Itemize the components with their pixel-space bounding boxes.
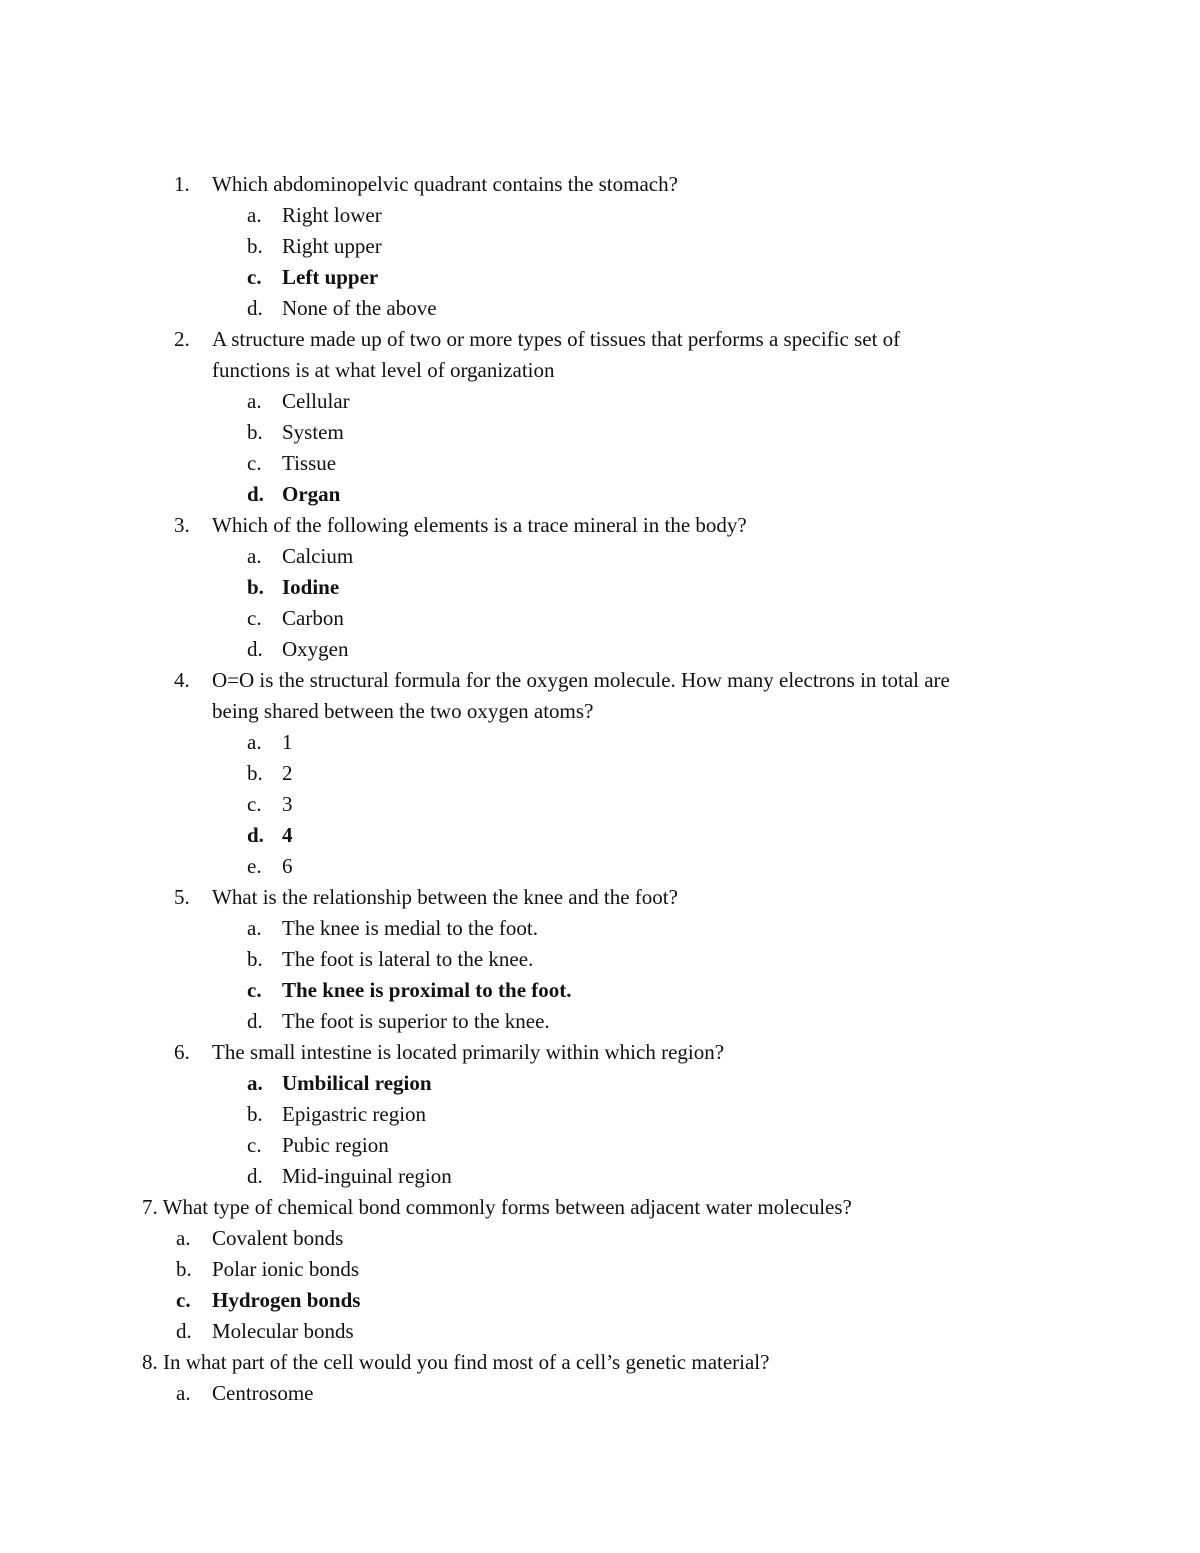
option-text: The knee is medial to the foot. bbox=[282, 916, 539, 940]
answer-option bbox=[0, 293, 1200, 324]
option-text: Molecular bonds bbox=[212, 1319, 354, 1343]
question-line bbox=[0, 324, 1200, 355]
option-letter: a. bbox=[176, 1226, 191, 1250]
question-line-continued bbox=[0, 355, 1200, 386]
question-6 bbox=[0, 1037, 1200, 1192]
answer-option bbox=[0, 386, 1200, 417]
question-flat-7 bbox=[0, 1192, 1200, 1347]
question-line-continued bbox=[0, 696, 1200, 727]
option-letter: b. bbox=[247, 420, 263, 444]
option-text: The knee is proximal to the foot. bbox=[282, 978, 572, 1002]
option-letter: a. bbox=[176, 1381, 191, 1405]
option-letter: a. bbox=[247, 730, 262, 754]
question-text: functions is at what level of organization bbox=[212, 358, 555, 382]
answer-option-correct bbox=[0, 1068, 1200, 1099]
option-text: 3 bbox=[282, 792, 293, 816]
option-letter: b. bbox=[247, 761, 263, 785]
option-letter: d. bbox=[247, 296, 263, 320]
option-text: 6 bbox=[282, 854, 293, 878]
question-4 bbox=[0, 665, 1200, 882]
question-line bbox=[0, 169, 1200, 200]
option-letter: a. bbox=[247, 544, 262, 568]
question-3 bbox=[0, 510, 1200, 665]
question-1 bbox=[0, 169, 1200, 324]
question-2 bbox=[0, 324, 1200, 510]
answer-option bbox=[0, 1006, 1200, 1037]
option-letter: b. bbox=[247, 1102, 263, 1126]
option-letter: b. bbox=[247, 575, 264, 599]
option-letter: c. bbox=[247, 265, 262, 289]
question-text: A structure made up of two or more types of tissues that performs a specific set of bbox=[212, 327, 901, 351]
answer-option bbox=[0, 851, 1200, 882]
answer-option bbox=[0, 1161, 1200, 1192]
question-line bbox=[0, 665, 1200, 696]
question-number: 1. bbox=[174, 172, 190, 196]
answer-option bbox=[0, 448, 1200, 479]
question-text: O=O is the structural formula for the oxygen molecule. How many electrons in total are bbox=[212, 668, 950, 692]
option-letter: d. bbox=[247, 637, 263, 661]
quiz-list bbox=[0, 169, 1200, 1409]
option-text: Covalent bonds bbox=[212, 1226, 344, 1250]
option-letter: b. bbox=[247, 234, 263, 258]
question-text: Which of the following elements is a trace mineral in the body? bbox=[212, 513, 747, 537]
option-letter: c. bbox=[176, 1288, 191, 1312]
answer-option-correct bbox=[0, 975, 1200, 1006]
option-text: Mid-inguinal region bbox=[282, 1164, 452, 1188]
option-letter: d. bbox=[247, 823, 264, 847]
option-text: Right lower bbox=[282, 203, 382, 227]
option-text: Carbon bbox=[282, 606, 344, 630]
answer-option bbox=[0, 758, 1200, 789]
option-text: System bbox=[282, 420, 344, 444]
option-text: Left upper bbox=[282, 265, 379, 289]
option-letter: d. bbox=[176, 1319, 192, 1343]
option-letter: d. bbox=[247, 482, 264, 506]
question-line bbox=[0, 1037, 1200, 1068]
question-text: 8. In what part of the cell would you find most of a cell’s genetic material? bbox=[142, 1350, 770, 1374]
option-text: Tissue bbox=[282, 451, 337, 475]
question-text: Which abdominopelvic quadrant contains the stomach? bbox=[212, 172, 678, 196]
option-text: Polar ionic bonds bbox=[212, 1257, 359, 1281]
answer-option bbox=[0, 1130, 1200, 1161]
answer-option bbox=[0, 1223, 1200, 1254]
option-text: 4 bbox=[282, 823, 293, 847]
question-text: being shared between the two oxygen atoms? bbox=[212, 699, 594, 723]
answer-option bbox=[0, 1378, 1200, 1409]
option-text: Cellular bbox=[282, 389, 350, 413]
option-text: 1 bbox=[282, 730, 293, 754]
question-5 bbox=[0, 882, 1200, 1037]
option-letter: e. bbox=[247, 854, 262, 878]
question-line bbox=[0, 510, 1200, 541]
option-text: Iodine bbox=[282, 575, 340, 599]
answer-option-correct bbox=[0, 820, 1200, 851]
option-letter: b. bbox=[247, 947, 263, 971]
option-letter: a. bbox=[247, 203, 262, 227]
option-text: Hydrogen bonds bbox=[212, 1288, 361, 1312]
option-letter: d. bbox=[247, 1164, 263, 1188]
option-text: None of the above bbox=[282, 296, 437, 320]
option-text: The foot is superior to the knee. bbox=[282, 1009, 550, 1033]
question-number: 4. bbox=[174, 668, 190, 692]
option-text: Centrosome bbox=[212, 1381, 314, 1405]
answer-option bbox=[0, 200, 1200, 231]
answer-option bbox=[0, 789, 1200, 820]
option-text: Umbilical region bbox=[282, 1071, 432, 1095]
option-letter: b. bbox=[176, 1257, 192, 1281]
answer-option bbox=[0, 913, 1200, 944]
answer-option-correct bbox=[0, 572, 1200, 603]
option-letter: a. bbox=[247, 1071, 263, 1095]
question-line bbox=[0, 1192, 1200, 1223]
option-letter: c. bbox=[247, 451, 262, 475]
question-line bbox=[0, 882, 1200, 913]
option-text: Organ bbox=[282, 482, 341, 506]
answer-option-correct bbox=[0, 479, 1200, 510]
answer-option bbox=[0, 417, 1200, 448]
option-letter: c. bbox=[247, 606, 262, 630]
option-letter: c. bbox=[247, 978, 262, 1002]
answer-option bbox=[0, 727, 1200, 758]
option-text: Epigastric region bbox=[282, 1102, 427, 1126]
answer-option bbox=[0, 231, 1200, 262]
question-number: 2. bbox=[174, 327, 190, 351]
answer-option bbox=[0, 944, 1200, 975]
option-letter: c. bbox=[247, 792, 262, 816]
question-text: What is the relationship between the knee and the foot? bbox=[212, 885, 678, 909]
answer-option-correct bbox=[0, 1285, 1200, 1316]
question-flat-8 bbox=[0, 1347, 1200, 1409]
option-letter: a. bbox=[247, 389, 262, 413]
option-text: Oxygen bbox=[282, 637, 349, 661]
option-letter: c. bbox=[247, 1133, 262, 1157]
answer-option bbox=[0, 1099, 1200, 1130]
option-letter: a. bbox=[247, 916, 262, 940]
question-text: The small intestine is located primarily within which region? bbox=[212, 1040, 725, 1064]
answer-option bbox=[0, 603, 1200, 634]
question-number: 5. bbox=[174, 885, 190, 909]
answer-option bbox=[0, 634, 1200, 665]
answer-option-correct bbox=[0, 262, 1200, 293]
option-text: Pubic region bbox=[282, 1133, 389, 1157]
question-number: 3. bbox=[174, 513, 190, 537]
question-line bbox=[0, 1347, 1200, 1378]
question-text: 7. What type of chemical bond commonly forms between adjacent water molecules? bbox=[142, 1195, 852, 1219]
answer-option bbox=[0, 1254, 1200, 1285]
answer-option bbox=[0, 1316, 1200, 1347]
question-number: 6. bbox=[174, 1040, 190, 1064]
option-text: 2 bbox=[282, 761, 293, 785]
option-text: The foot is lateral to the knee. bbox=[282, 947, 534, 971]
option-text: Right upper bbox=[282, 234, 382, 258]
answer-option bbox=[0, 541, 1200, 572]
option-letter: d. bbox=[247, 1009, 263, 1033]
option-text: Calcium bbox=[282, 544, 354, 568]
